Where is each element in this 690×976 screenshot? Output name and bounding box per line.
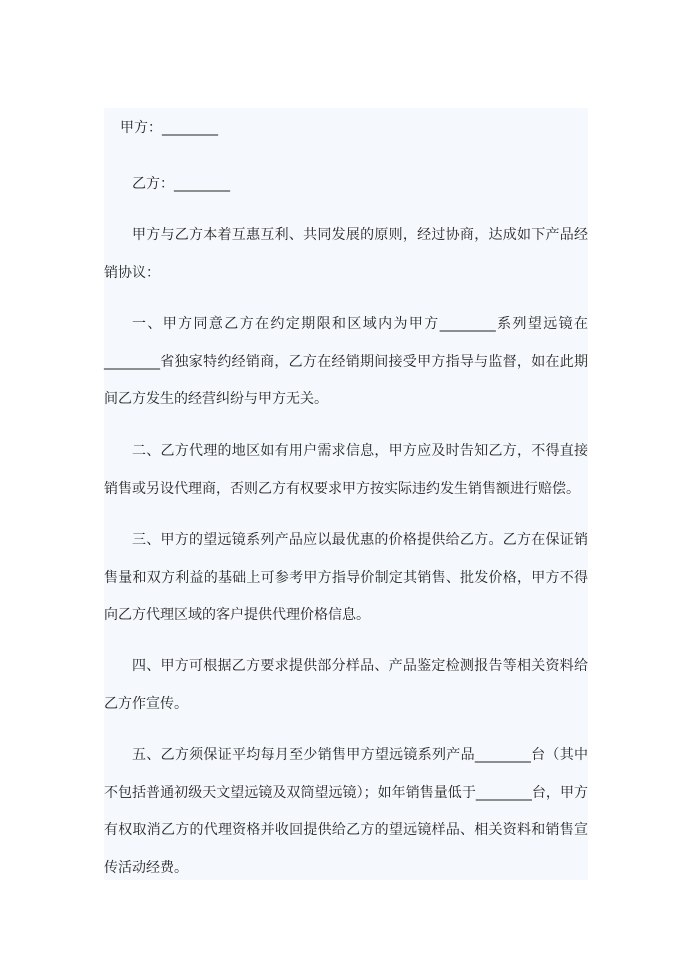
clause-2-paragraph: 二、乙方代理的地区如有用户需求信息，甲方应及时告知乙方，不得直接销售或另设代理商，否则乙方有权要求甲方按实际违约发生销售额进行赔偿。 [104, 443, 588, 497]
clause-1-paragraph: 一、甲方同意乙方在约定期限和区域内为甲方________系列望远镜在________省独家特约经销商，乙方在经销期间接受甲方指导与监督，如在此期间乙方发生的经营纠纷与甲方无关。 [104, 316, 588, 407]
party-a-line: 甲方：________ [120, 120, 218, 136]
clause-5-paragraph: 五、乙方须保证平均每月至少销售甲方望远镜系列产品________台（其中不包括普通初级天文望远镜及双筒望远镜）；如年销售量低于________台，甲方有权取消乙方的代理资格并收回提供给乙方的望远镜样品、相关资料和销售宣传活动经费。 [104, 747, 588, 876]
clause-3-paragraph: 三、甲方的望远镜系列产品应以最优惠的价格提供给乙方。乙方在保证销售量和双方利益的基础上可参考甲方指导价制定其销售、批发价格，甲方不得向乙方代理区域的客户提供代理价格信息。 [104, 532, 588, 623]
clause-4-paragraph: 四、甲方可根据乙方要求提供部分样品、产品鉴定检测报告等相关资料给乙方作宣传。 [104, 658, 588, 712]
preamble-paragraph: 甲方与乙方本着互惠互利、共同发展的原则，经过协商，达成如下产品经销协议： [104, 227, 588, 281]
party-b-line: 乙方：________ [132, 176, 230, 192]
